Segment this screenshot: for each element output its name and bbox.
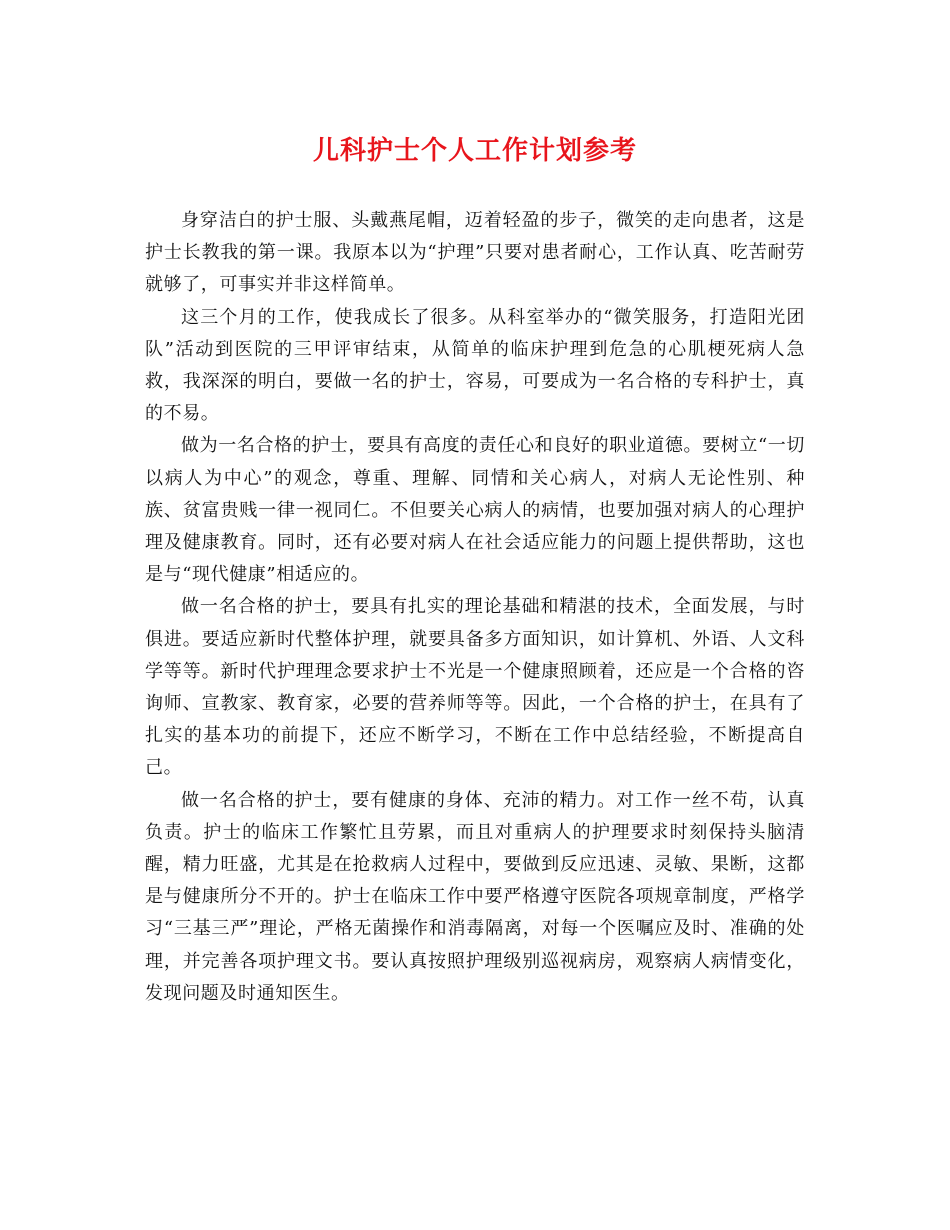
paragraph-3: 做为一名合格的护士，要具有高度的责任心和良好的职业道德。要树立“一切以病人为中心”的观念，尊重、理解、同情和关心病人，对病人无论性别、种族、贫富贵贱一律一视同仁。不但要关心病人的病情，也要加强对病人的心理护理及健康教育。同时，还有必要对病人在社会适应能力的问题上提供帮助，这也是与“现代健康”相适应的。 (145, 435, 805, 586)
document-title: 儿科护士个人工作计划参考 (312, 136, 637, 166)
paragraph-1: 身穿洁白的护士服、头戴燕尾帽，迈着轻盈的步子，微笑的走向患者，这是护士长教我的第一课。我原本以为“护理”只要对患者耐心，工作认真、吃苦耐劳就够了，可事实并非这样简单。 (145, 210, 805, 296)
paragraph-5: 做一名合格的护士，要有健康的身体、充沛的精力。对工作一丝不苟，认真负责。护士的临床工作繁忙且劳累，而且对重病人的护理要求时刻保持头脑清醒，精力旺盛，尤其是在抢救病人过程中，要做到反应迅速、灵敏、果断，这都是与健康所分不开的。护士在临床工作中要严格遵守医院各项规章制度，严格学习“三基三严”理论，严格无菌操作和消毒隔离，对每一个医嘱应及时、准确的处理，并完善各项护理文书。要认真按照护理级别巡视病房，观察病人病情变化，发现问题及时通知医生。 (145, 789, 805, 1004)
paragraph-2: 这三个月的工作，使我成长了很多。从科室举办的“微笑服务，打造阳光团队”活动到医院的三甲评审结束，从简单的临床护理到危急的心肌梗死病人急救，我深深的明白，要做一名的护士，容易，可要成为一名合格的专科护士，真的不易。 (145, 306, 805, 425)
document-body (145, 205, 805, 1010)
paragraph-4: 做一名合格的护士，要具有扎实的理论基础和精湛的技术，全面发展，与时俱进。要适应新时代整体护理，就要具备多方面知识，如计算机、外语、人文科学等等。新时代护理理念要求护士不光是一个健康照顾着，还应是一个合格的咨询师、宣教家、教育家，必要的营养师等等。因此，一个合格的护士，在具有了扎实的基本功的前提下，还应不断学习，不断在工作中总结经验，不断提高自己。 (145, 596, 805, 779)
